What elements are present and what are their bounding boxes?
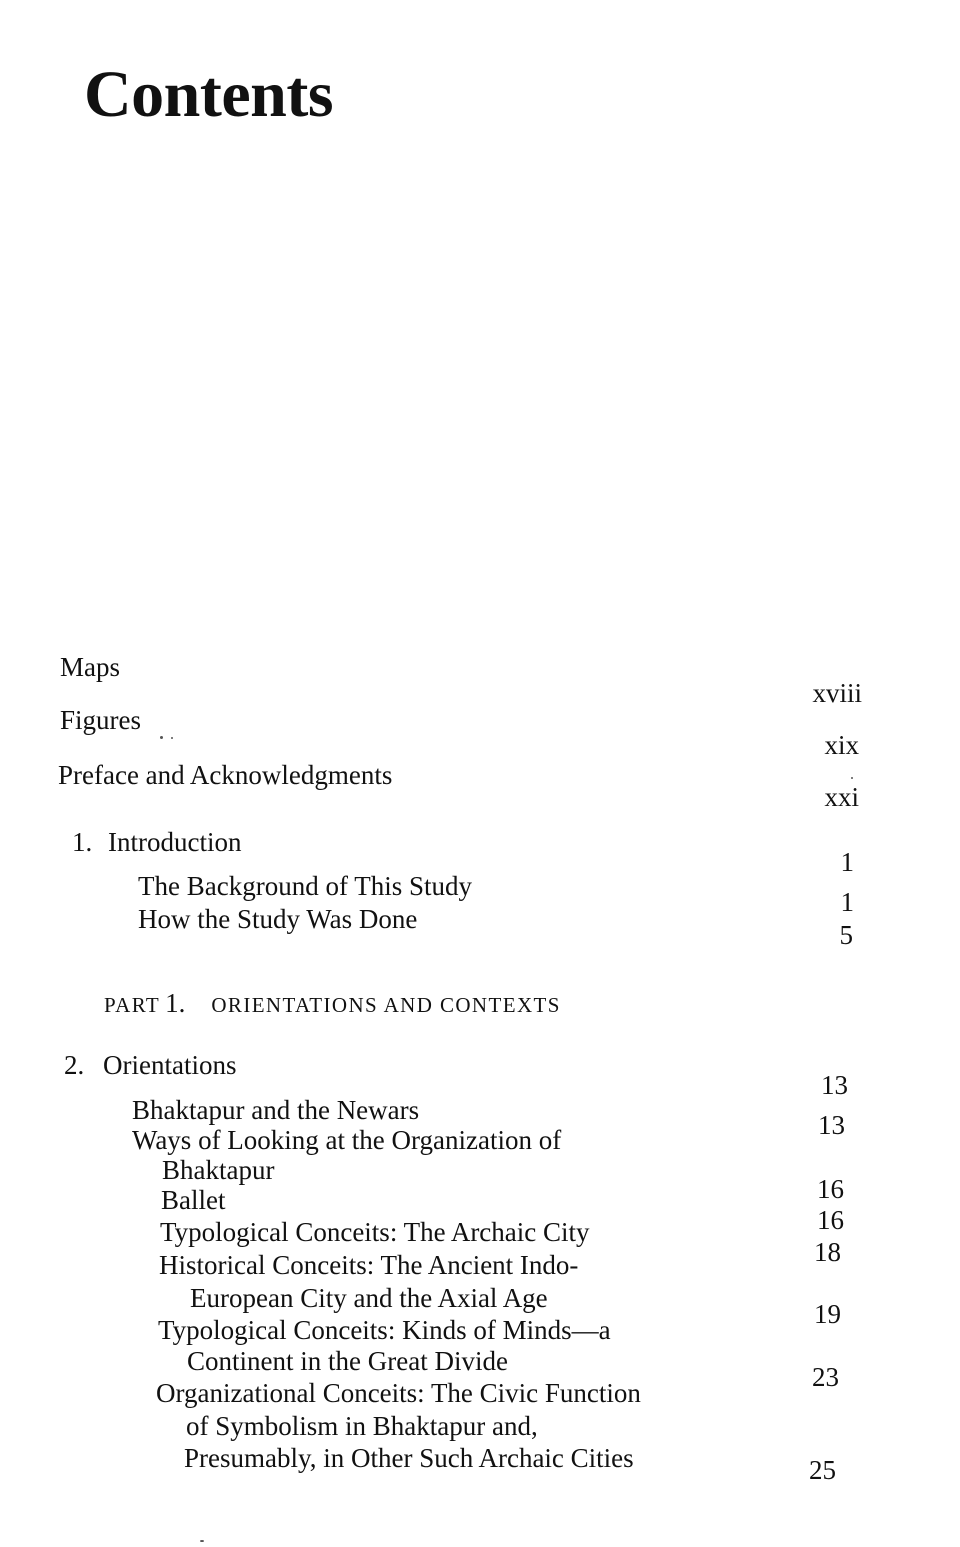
chapter-title: Orientations (103, 1050, 237, 1080)
toc-entry-page: xix (824, 730, 859, 760)
toc-section-label: Ways of Looking at the Organization of (132, 1125, 562, 1155)
toc-section-label: How the Study Was Done (138, 904, 418, 934)
toc-section-label: Typological Conceits: Kinds of Minds—a (158, 1315, 611, 1345)
toc-section-label: Organizational Conceits: The Civic Function (156, 1378, 641, 1408)
scan-speck (851, 777, 853, 779)
toc-section-label-continued: Presumably, in Other Such Archaic Cities (184, 1443, 634, 1473)
toc-entry-page: 13 (818, 1110, 845, 1140)
toc-entry-page: 19 (814, 1299, 841, 1329)
toc-section-label: Ballet (161, 1185, 226, 1215)
toc-entry-page: 18 (814, 1237, 841, 1267)
scan-speck (171, 737, 173, 739)
toc-section-label: Typological Conceits: The Archaic City (160, 1217, 590, 1247)
toc-entry-page: 23 (812, 1362, 839, 1392)
toc-entry-page: 1 (840, 887, 854, 917)
toc-section-label-continued: Bhaktapur (162, 1155, 275, 1185)
part-number: 1. (165, 988, 186, 1018)
part-title: ORIENTATIONS AND CONTEXTS (211, 993, 561, 1017)
toc-entry-label: Maps (60, 652, 120, 682)
toc-final-page: 25 (809, 1455, 836, 1485)
chapter-number: 2. (64, 1050, 85, 1080)
toc-entry-page: 1 (840, 847, 854, 877)
page-title: Contents (84, 58, 334, 131)
part-heading (104, 988, 561, 1019)
toc-section-label-continued: Continent in the Great Divide (187, 1346, 508, 1376)
chapter-title: Introduction (108, 827, 242, 857)
toc-entry-page: 5 (839, 920, 853, 950)
toc-entry-page: 16 (817, 1205, 844, 1235)
scan-speck (200, 1540, 204, 1542)
scan-speck (160, 736, 163, 739)
toc-entry-label: Figures (60, 705, 141, 735)
toc-entry-page: 16 (817, 1174, 844, 1204)
chapter-number: 1. (72, 827, 93, 857)
toc-section-label-continued: European City and the Axial Age (190, 1283, 548, 1313)
toc-entry-page: xviii (812, 678, 862, 708)
toc-section-label: The Background of This Study (138, 871, 472, 901)
part-prefix: PART (104, 993, 161, 1017)
toc-entry-label: Preface and Acknowledgments (58, 760, 393, 790)
toc-section-label: Bhaktapur and the Newars (132, 1095, 420, 1125)
toc-section-label: Historical Conceits: The Ancient Indo- (159, 1250, 579, 1280)
toc-section-label-continued: of Symbolism in Bhaktapur and, (186, 1411, 538, 1441)
toc-entry-page: xxi (824, 782, 859, 812)
toc-entry-page: 13 (821, 1070, 848, 1100)
